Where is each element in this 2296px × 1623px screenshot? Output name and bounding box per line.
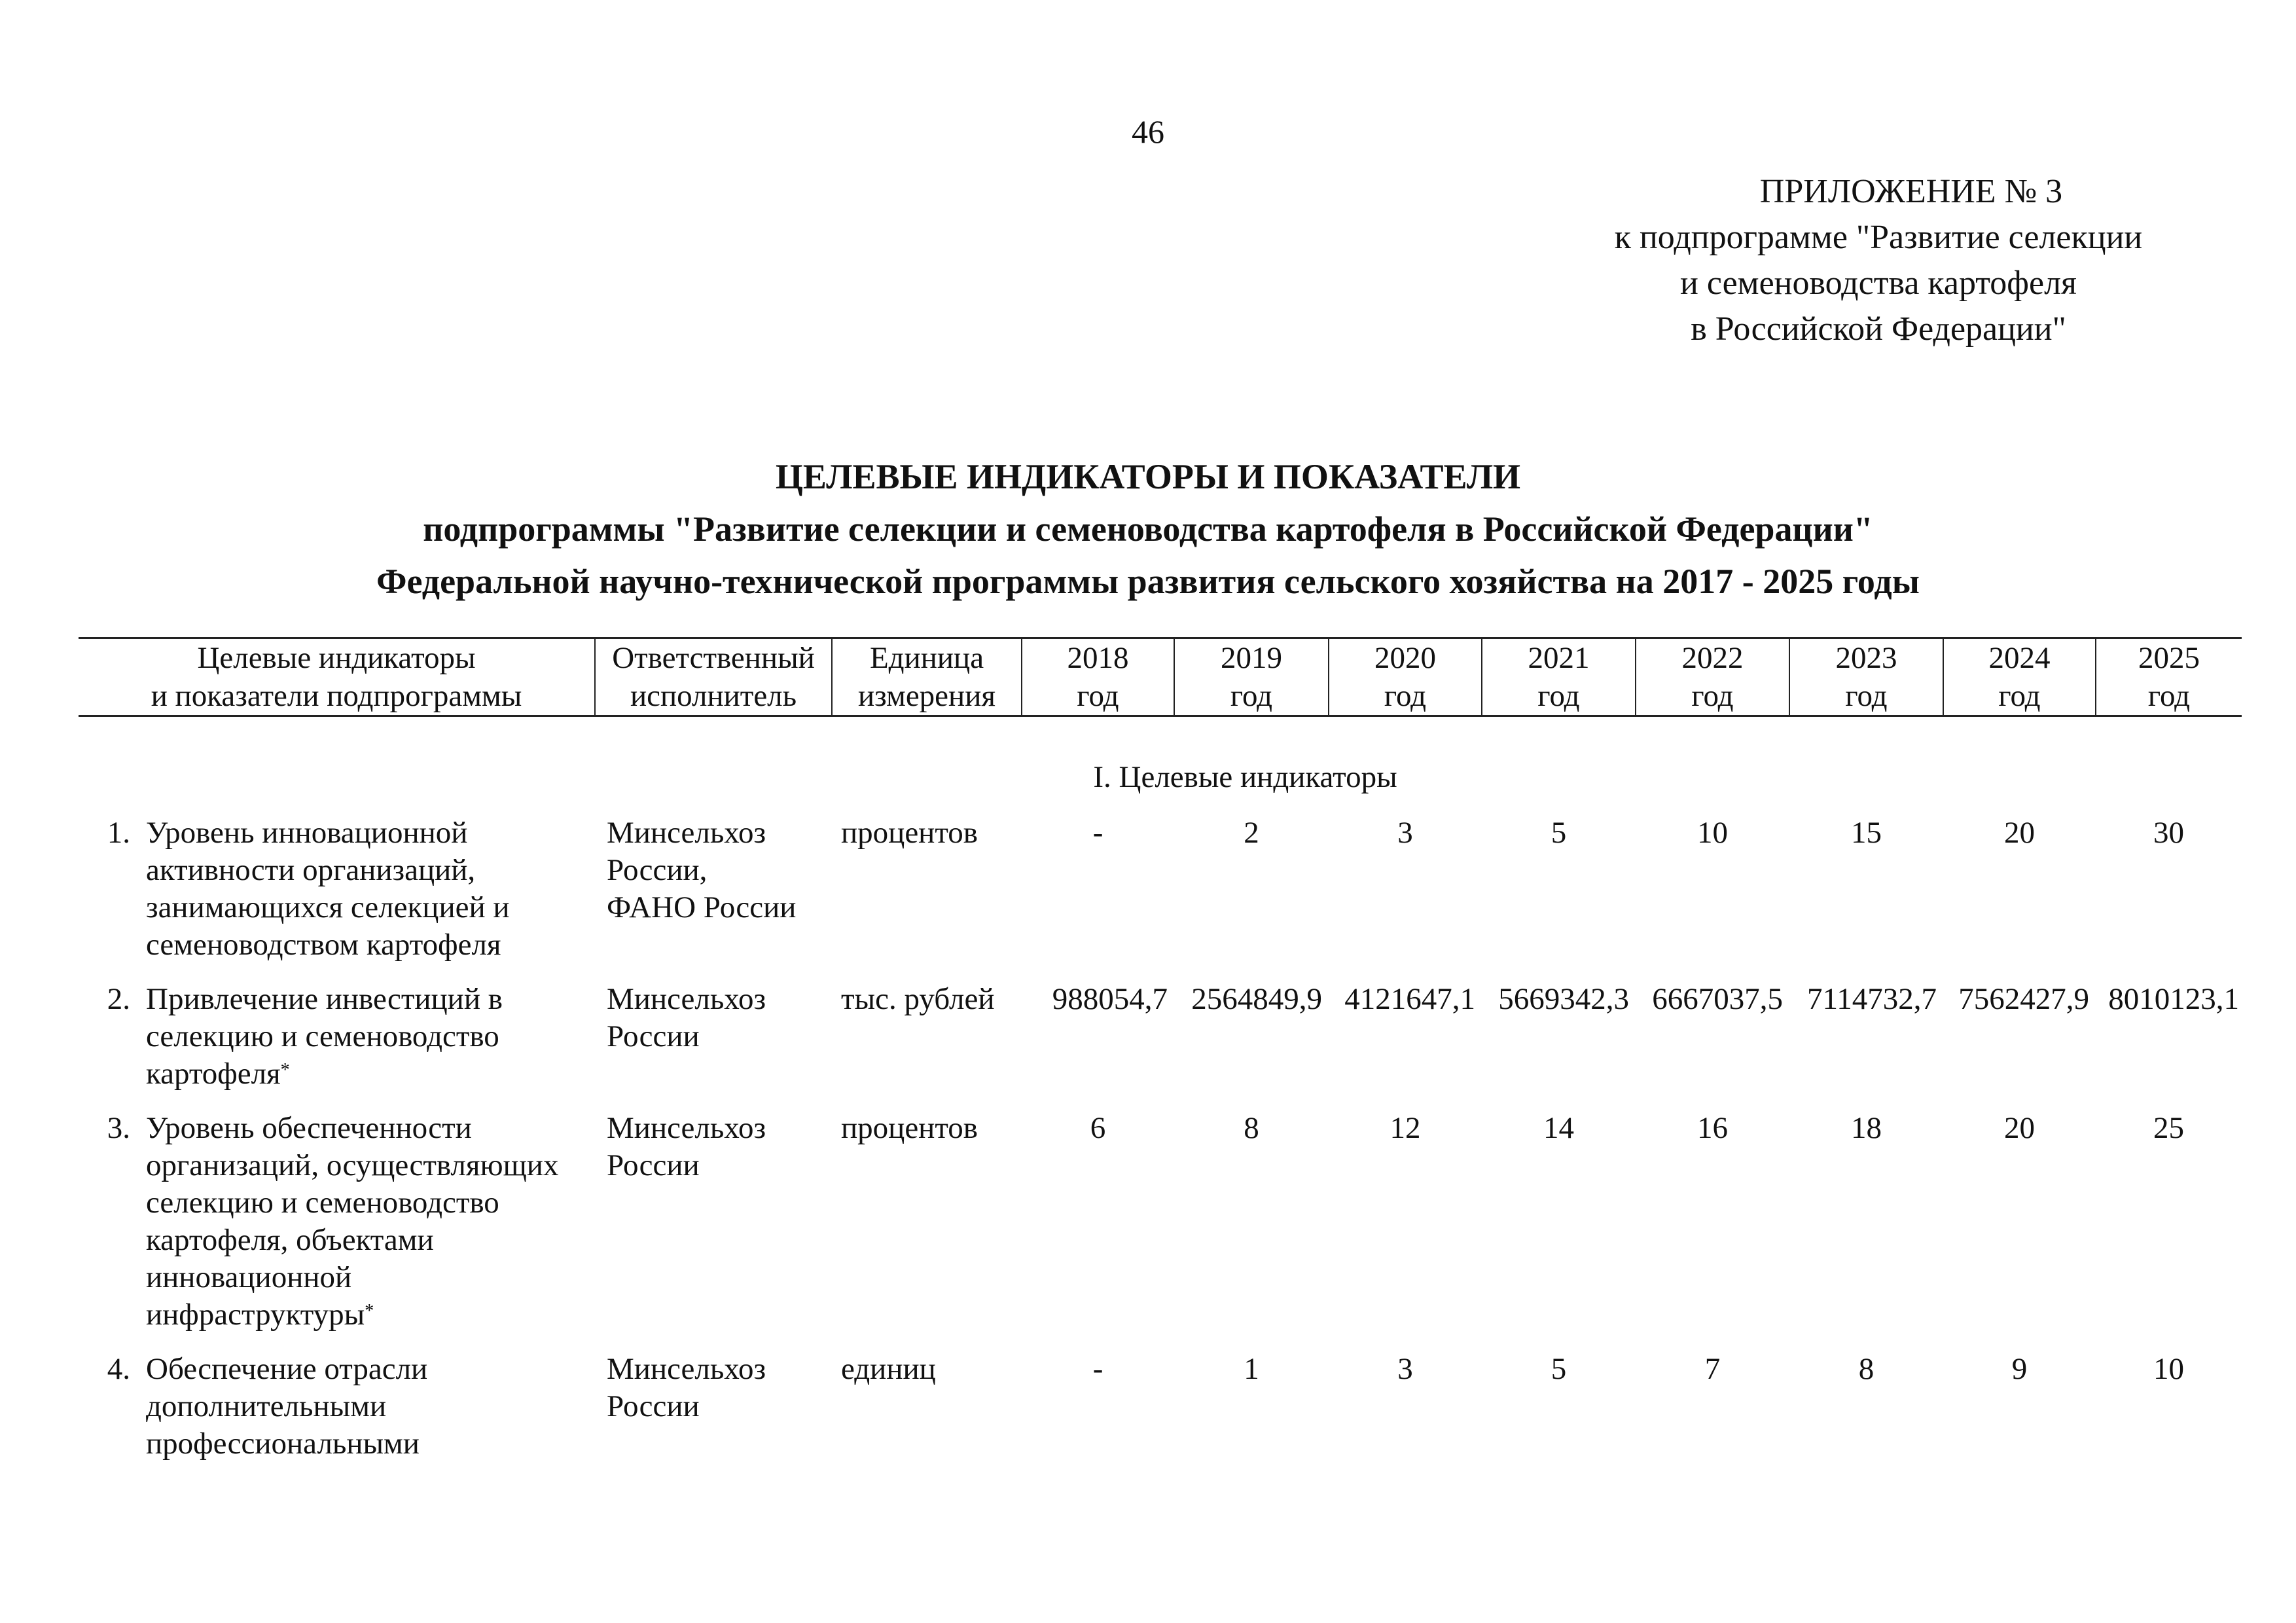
- value-2022: 6667037,5: [1652, 982, 1784, 1016]
- value-2025: 8010123,1: [2108, 982, 2240, 1016]
- value-2018: 988054,7: [1052, 982, 1168, 1016]
- value-2022: 7: [1704, 1352, 1721, 1386]
- value-2018: -: [1092, 1352, 1103, 1386]
- row-number: 2.: [107, 982, 130, 1016]
- value-2022: 10: [1697, 816, 1729, 850]
- title-line-1: ЦЕЛЕВЫЕ ИНДИКАТОРЫ И ПОКАЗАТЕЛИ: [775, 457, 1521, 496]
- unit-cell: процентов: [841, 1111, 978, 1145]
- header-unit: Единица измерения: [832, 638, 1022, 716]
- value-2025: 30: [2153, 816, 2185, 850]
- footnote-asterisk: *: [280, 1060, 290, 1080]
- header-year-2022: 2022 год: [1636, 638, 1789, 716]
- value-2024: 20: [2004, 816, 2036, 850]
- value-2019: 2: [1244, 816, 1259, 850]
- title-line-2: подпрограммы "Развитие селекции и семеноводства картофеля в Российской Федерации": [423, 509, 1873, 549]
- value-2018: 6: [1090, 1111, 1106, 1145]
- header-year-2021: 2021 год: [1482, 638, 1636, 716]
- unit-cell: процентов: [841, 816, 978, 850]
- value-2019: 1: [1244, 1352, 1259, 1386]
- value-2022: 16: [1697, 1111, 1729, 1145]
- header-year-2023: 2023 год: [1789, 638, 1943, 716]
- indicator-name: Обеспечение отрасли дополнительными профессиональными: [146, 1352, 428, 1461]
- value-2020: 4121647,1: [1344, 982, 1476, 1016]
- indicator-name: Привлечение инвестиций в селекцию и семеноводство картофеля*: [146, 982, 503, 1091]
- header-year-2025: 2025 год: [2096, 638, 2242, 716]
- row-number: 4.: [107, 1352, 130, 1386]
- appendix-line: в Российской Федерации": [1691, 310, 2066, 348]
- row-number: 3.: [107, 1111, 130, 1145]
- section-row: [79, 716, 2242, 815]
- responsible-cell: Минсельхоз России: [607, 1111, 766, 1182]
- value-2023: 15: [1851, 816, 1882, 850]
- table-row: [79, 981, 2242, 1110]
- row-number: 1.: [107, 816, 130, 850]
- unit-cell: единиц: [841, 1352, 936, 1386]
- title-line-3: Федеральной научно-технической программы развития сельского хозяйства на 2017 - 2025 годы: [376, 562, 1920, 601]
- page-number: 46: [1132, 113, 1164, 150]
- header-responsible: Ответственный исполнитель: [595, 638, 832, 716]
- footnote-asterisk: *: [365, 1301, 374, 1321]
- value-2021: 5: [1551, 816, 1567, 850]
- value-2021: 14: [1543, 1111, 1575, 1145]
- value-2020: 3: [1397, 816, 1413, 850]
- indicator-name: Уровень инновационной активности организаций, занимающихся селекцией и семеноводством картофеля: [146, 816, 510, 962]
- value-2025: 10: [2153, 1352, 2185, 1386]
- document-title: [0, 450, 2296, 608]
- section-title: I. Целевые индикаторы: [1093, 760, 1397, 794]
- value-2024: 9: [2011, 1352, 2028, 1386]
- indicator-name: Уровень обеспеченности организаций, осуществляющих селекцию и семеноводство картофеля, объектами инновационной инфраструктуры*: [146, 1111, 559, 1332]
- value-2020: 12: [1390, 1111, 1421, 1145]
- appendix-block: [1558, 169, 2199, 352]
- value-2023: 7114732,7: [1807, 982, 1937, 1016]
- appendix-title: ПРИЛОЖЕНИЕ № 3: [1759, 173, 2063, 210]
- value-2021: 5669342,3: [1498, 982, 1630, 1016]
- table-row: [79, 1351, 2242, 1480]
- header-year-2024: 2024 год: [1943, 638, 2096, 716]
- table-header-row: [79, 638, 2242, 716]
- value-2019: 2564849,9: [1191, 982, 1323, 1016]
- value-2021: 5: [1551, 1352, 1567, 1386]
- value-2024: 20: [2004, 1111, 2036, 1145]
- responsible-cell: Минсельхоз России, ФАНО России: [607, 816, 797, 924]
- header-year-2020: 2020 год: [1329, 638, 1482, 716]
- header-year-2018: 2018 год: [1022, 638, 1174, 716]
- header-indicator: Целевые индикаторы и показатели подпрограммы: [79, 638, 595, 716]
- table-row: [79, 814, 2242, 981]
- value-2019: 8: [1244, 1111, 1259, 1145]
- unit-cell: тыс. рублей: [841, 982, 995, 1016]
- indicators-table: [79, 637, 2242, 1480]
- value-2020: 3: [1397, 1352, 1413, 1386]
- value-2018: -: [1092, 816, 1103, 850]
- value-2023: 18: [1851, 1111, 1882, 1145]
- header-year-2019: 2019 год: [1174, 638, 1329, 716]
- appendix-line: и семеноводства картофеля: [1680, 264, 2077, 302]
- value-2023: 8: [1858, 1352, 1874, 1386]
- value-2024: 7562427,9: [1958, 982, 2090, 1016]
- value-2025: 25: [2153, 1111, 2185, 1145]
- responsible-cell: Минсельхоз России: [607, 1352, 766, 1423]
- table-row: [79, 1110, 2242, 1351]
- appendix-line: к подпрограмме "Развитие селекции: [1614, 219, 2143, 256]
- responsible-cell: Минсельхоз России: [607, 982, 766, 1053]
